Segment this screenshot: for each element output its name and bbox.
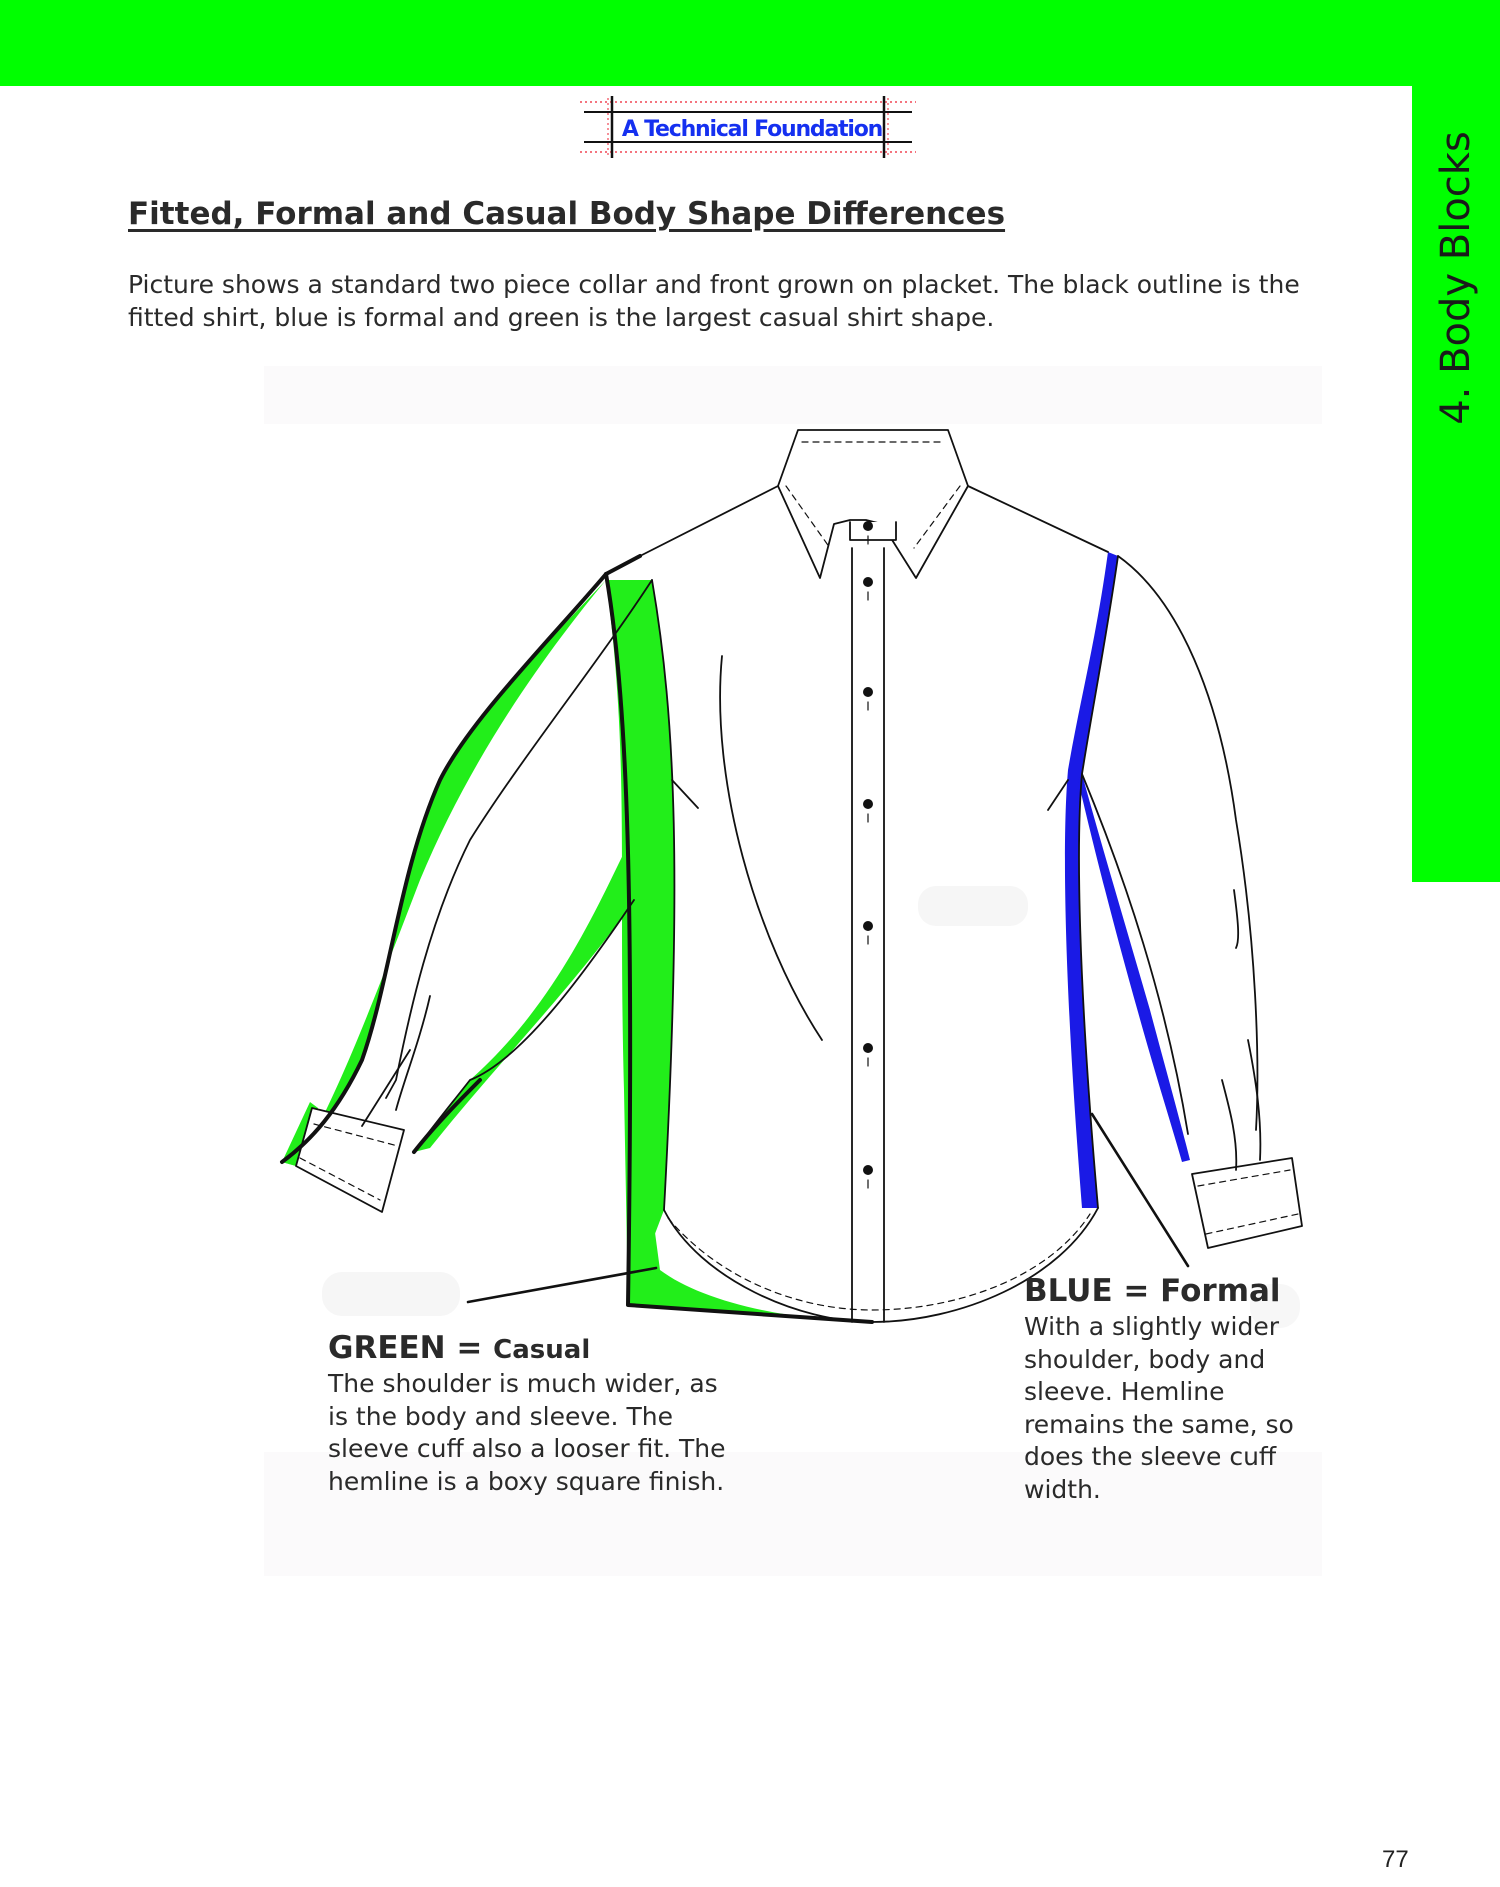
page-number: 77: [1382, 1846, 1409, 1873]
chapter-tab-label: 4. Body Blocks: [1433, 131, 1479, 425]
green-callout-title-main: GREEN =: [328, 1330, 494, 1366]
blue-callout-title: BLUE = Formal: [1024, 1273, 1281, 1309]
green-callout-title-word: Casual: [493, 1335, 591, 1365]
page-title: Fitted, Formal and Casual Body Shape Differences: [128, 196, 1006, 232]
logo-text: A Technical Foundation: [621, 116, 883, 142]
blue-callout-text: With a slightly wider shoulder, body and sleeve. Hemline remains the same, so does the sleeve cuff width.: [1024, 1312, 1294, 1504]
green-callout-text: The shoulder is much wider, as is the body and sleeve. The sleeve cuff also a looser fit. The hemline is a boxy square finish.: [328, 1369, 726, 1496]
intro-paragraph: Picture shows a standard two piece collar and front grown on placket. The black outline is the fitted shirt, blue is formal and green is the largest casual shirt shape.: [128, 270, 1300, 332]
green-callout-title: [328, 1330, 590, 1366]
